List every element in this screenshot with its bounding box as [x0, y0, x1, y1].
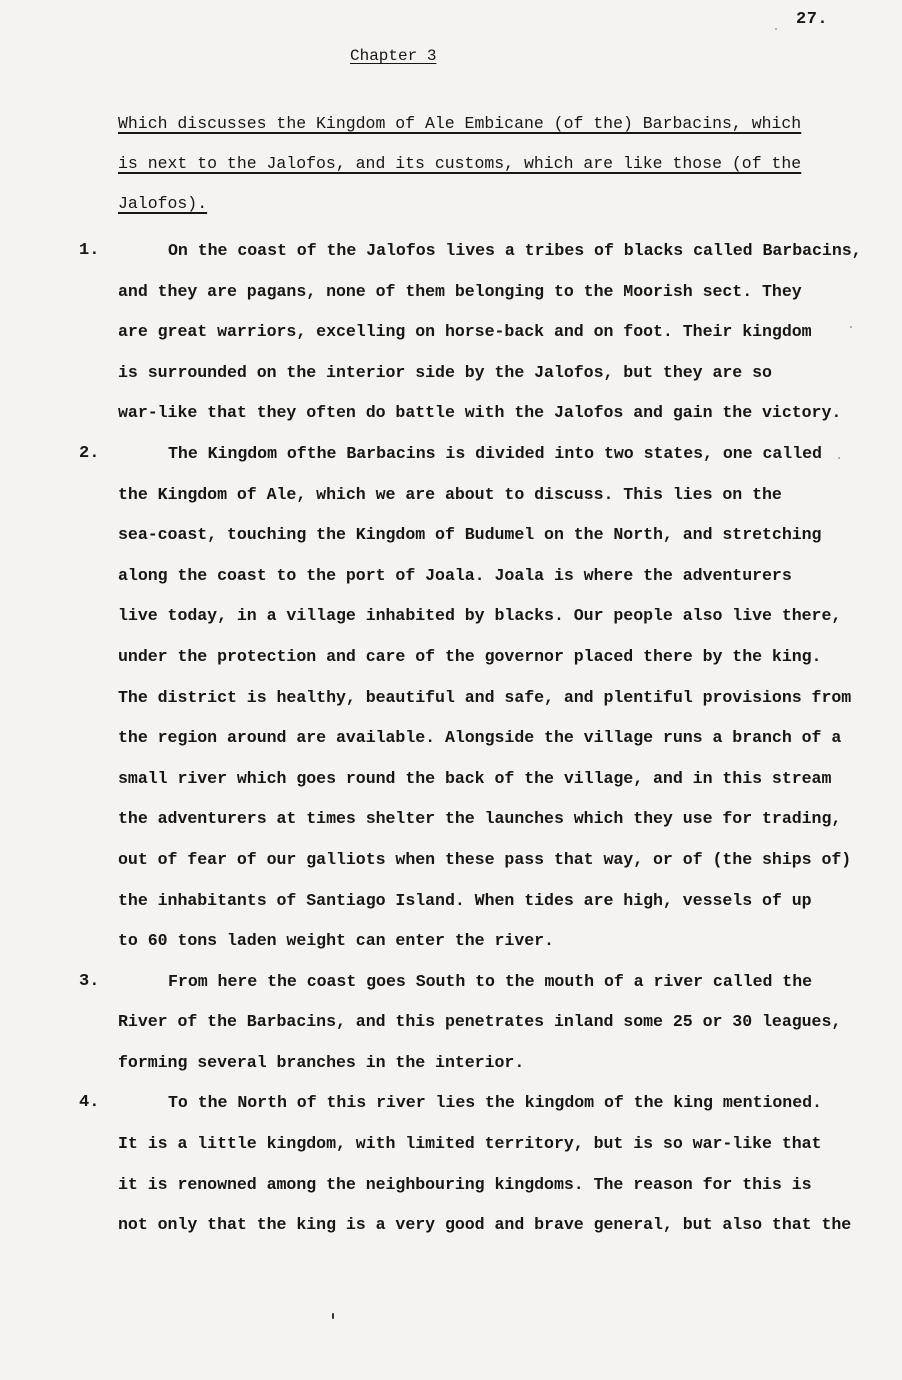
text-line: sea-coast, touching the Kingdom of Budumel on the North, and stretching	[118, 525, 822, 545]
scan-speck	[850, 326, 852, 328]
text-line: the Kingdom of Ale, which we are about to discuss. This lies on the	[118, 484, 782, 504]
text-line: to 60 tons laden weight can enter the river.	[118, 931, 554, 951]
text-line: the adventurers at times shelter the launches which they use for trading,	[118, 809, 842, 829]
paragraph-4	[0, 1088, 902, 1250]
text-line: the inhabitants of Santiago Island. When tides are high, vessels of up	[118, 890, 812, 910]
text-line: On the coast of the Jalofos lives a tribes of blacks called Barbacins,	[168, 241, 862, 260]
paragraph-number: 3.	[79, 971, 100, 991]
text-line: not only that the king is a very good and brave general, but also that the	[118, 1215, 852, 1235]
text-line: it is renowned among the neighbouring kingdoms. The reason for this is	[118, 1174, 812, 1194]
scan-speck	[838, 457, 840, 459]
page-number: 27.	[796, 10, 829, 29]
heading-line: Which discusses the Kingdom of Ale Embicane (of the) Barbacins, which	[118, 114, 802, 133]
paragraph-number: 1.	[79, 241, 100, 260]
text-line: war-like that they often do battle with the Jalofos and gain the victory.	[118, 403, 842, 423]
text-line: small river which goes round the back of the village, and in this stream	[118, 768, 832, 788]
heading-line: is next to the Jalofos, and its customs, which are like those (of the	[118, 154, 802, 173]
paragraph-number: 4.	[79, 1093, 100, 1113]
paragraph-2	[0, 439, 902, 967]
heading-line: Jalofos).	[118, 194, 208, 213]
text-line: The Kingdom ofthe Barbacins is divided into two states, one called	[168, 443, 822, 463]
text-line: From here the coast goes South to the mouth of a river called the	[168, 971, 813, 991]
text-line: forming several branches in the interior.	[118, 1052, 525, 1072]
text-line: are great warriors, excelling on horse-back and on foot. Their kingdom	[118, 322, 812, 342]
text-line: To the North of this river lies the kingdom of the king mentioned.	[168, 1093, 822, 1113]
paragraph-3	[0, 967, 902, 1089]
text-line: River of the Barbacins, and this penetrates inland some 25 or 30 leagues,	[118, 1012, 842, 1032]
text-line: under the protection and care of the governor placed there by the king.	[118, 646, 822, 666]
text-line: out of fear of our galliots when these pass that way, or of (the ships of)	[118, 849, 852, 869]
text-line: It is a little kingdom, with limited territory, but is so war-like that	[118, 1134, 822, 1154]
paragraph-number: 2.	[79, 443, 100, 463]
text-line: the region around are available. Alongside the village runs a branch of a	[118, 728, 842, 748]
chapter-heading	[118, 109, 818, 229]
text-line: The district is healthy, beautiful and safe, and plentiful provisions from	[118, 687, 852, 707]
paragraph-1	[0, 236, 902, 439]
text-line: and they are pagans, none of them belonging to the Moorish sect. They	[118, 281, 802, 301]
scan-speck	[775, 28, 777, 30]
text-line: is surrounded on the interior side by the Jalofos, but they are so	[118, 362, 772, 382]
scan-speck	[332, 1313, 334, 1319]
text-line: live today, in a village inhabited by blacks. Our people also live there,	[118, 606, 842, 626]
text-line: along the coast to the port of Joala. Joala is where the adventurers	[118, 565, 792, 585]
chapter-title: Chapter 3	[350, 47, 437, 65]
numbered-paragraphs	[0, 236, 902, 1251]
